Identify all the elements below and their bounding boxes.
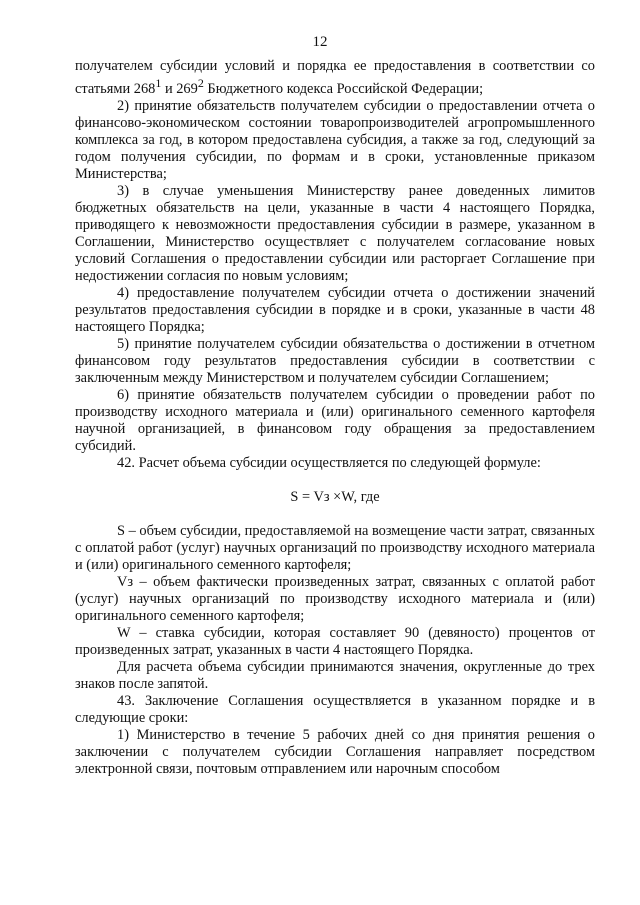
page-number: 12 xyxy=(312,34,328,50)
paragraph-item-6: 6) принятие обязательств получателем субсидии о проведении работ по производству исходного материала и (или) оригинального семенного картофеля научной организацией, в финансовом году обращения за предоставлением субсидий. xyxy=(75,386,595,454)
paragraph-item-2: 2) принятие обязательств получателем субсидии о предоставлении отчета о финансово-экономическом состоянии товаропроизводителей агропромышленного комплекса за год, в котором предоставлена субсидия, а также за год, следующий за годом получения субсидии, по формам и в сроки, установленные приказом Министерства; xyxy=(75,97,595,182)
paragraph-item-3: 3) в случае уменьшения Министерству ранее доведенных лимитов бюджетных обязательств на цели, указанные в части 4 настоящего Порядка, приводящего к невозможности предоставления субсидии в размере, указанном в Соглашении, Министерство осуществляет с получателем согласование новых условий Соглашения о предоставлении субсидии или расторгает Соглашение при недостижении согласия по новым условиям; xyxy=(75,182,595,284)
paragraph-definition-s: S – объем субсидии, предоставляемой на возмещение части затрат, связанных с оплатой работ (услуг) научных организаций по производству исходного материала и (или) оригинального семенного картофеля; xyxy=(75,522,595,573)
document-body xyxy=(75,58,595,778)
paragraph-continuation: получателем субсидии условий и порядка ее предоставления в соответствии со статьями $268^1$ и $269^2$ Бюджетного кодекса Российской Федерации; xyxy=(75,58,595,97)
paragraph-definition-w: W – ставка субсидии, которая составляет 90 (девяносто) процентов от произведенных затрат, указанных в части 4 настоящего Порядка. xyxy=(75,624,595,658)
paragraph-item-4: 4) предоставление получателем субсидии отчета о достижении значений результатов предоставления субсидии в порядке и в сроки, указанные в части 48 настоящего Порядка; xyxy=(75,284,595,335)
paragraph-section-42: 42. Расчет объема субсидии осуществляется по следующей формуле: xyxy=(117,454,541,471)
paragraph-section-43-item-1: 1) Министерство в течение 5 рабочих дней со дня принятия решения о заключении с получателем субсидии Соглашения направляет посредством электронной связи, почтовым отправлением или нарочным способом xyxy=(75,726,595,777)
paragraph-rounding: Для расчета объема субсидии принимаются значения, округленные до трех знаков после запятой. xyxy=(75,658,595,692)
paragraph-item-5: 5) принятие получателем субсидии обязательства о достижении в отчетном финансовом году результатов предоставления субсидии в соответствии с заключенным между Министерством и получателем субсидии Соглашением; xyxy=(75,335,595,386)
paragraph-definition-vz: Vз – объем фактически произведенных затрат, связанных с оплатой работ (услуг) научных организаций по производству исходного материала и (или) оригинального семенного картофеля; xyxy=(75,573,595,624)
paragraph-section-43: 43. Заключение Соглашения осуществляется в указанном порядке и в следующие сроки: xyxy=(75,692,595,726)
subsidy-formula: S = Vз ×W, где xyxy=(290,488,380,505)
